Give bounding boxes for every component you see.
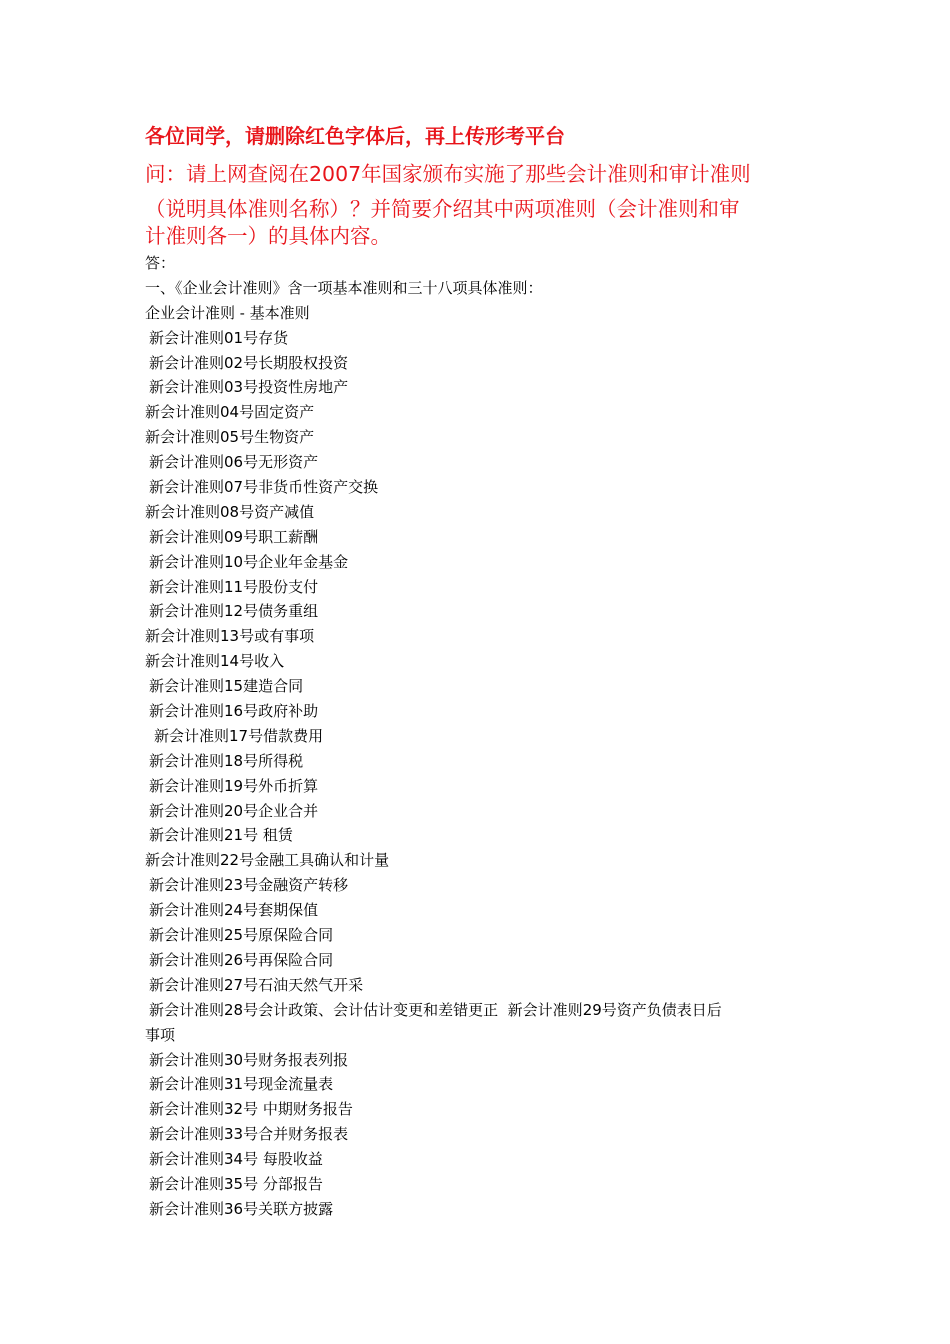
standard-name: 号金融资产转移 bbox=[243, 876, 349, 895]
standard-name: 号长期股权投资 bbox=[243, 353, 349, 372]
standard-name: 号石油天然气开采 bbox=[243, 975, 364, 994]
standard-number: 04 bbox=[220, 403, 240, 422]
standard-prefix: 新会计准则 bbox=[149, 577, 225, 596]
question-line-1: 问：请上网查阅在2007年国家颁布实施了那些会计准则和审计准则 bbox=[145, 162, 751, 186]
section-intro: 一、《企业会计准则》含一项基本准则和三十八项具体准则： bbox=[145, 278, 543, 297]
standard-name: 号金融工具确认和计量 bbox=[239, 851, 390, 870]
standard-21 bbox=[145, 823, 825, 848]
standard-name: 号原保险合同 bbox=[243, 926, 334, 945]
standard-number: 22 bbox=[220, 851, 240, 870]
standard-22 bbox=[145, 848, 825, 873]
standard-23 bbox=[145, 873, 825, 898]
standard-prefix: 新会计准则 bbox=[149, 602, 225, 621]
standard-name: 号股份支付 bbox=[243, 577, 319, 596]
standard-prefix: 新会计准则 bbox=[149, 901, 225, 920]
standard-number: 29 bbox=[582, 1000, 602, 1019]
standard-name: 号 分部报告 bbox=[243, 1174, 323, 1193]
standard-name: 号 中期财务报告 bbox=[243, 1100, 353, 1119]
standard-number: 13 bbox=[220, 627, 240, 646]
standard-name: 号无形资产 bbox=[243, 453, 319, 472]
standard-prefix: 新会计准则 bbox=[149, 1199, 225, 1218]
standard-name: 号职工薪酬 bbox=[243, 527, 319, 546]
standard-number: 30 bbox=[224, 1050, 244, 1069]
standard-prefix: 新会计准则 bbox=[149, 826, 225, 845]
standards-after-list bbox=[145, 1048, 825, 1222]
standard-prefix: 新会计准则 bbox=[507, 1000, 583, 1019]
standard-number: 03 bbox=[224, 378, 244, 397]
red-notice: 各位同学，请删除红色字体后，再上传形考平台 bbox=[145, 124, 565, 148]
standard-20 bbox=[145, 799, 825, 824]
standard-34 bbox=[145, 1147, 825, 1172]
standard-name: 号财务报表列报 bbox=[243, 1050, 349, 1069]
standard-13 bbox=[145, 624, 825, 649]
answer-block bbox=[145, 251, 825, 1222]
standard-prefix: 新会计准则 bbox=[149, 453, 225, 472]
standard-number: 20 bbox=[224, 801, 244, 820]
standard-10 bbox=[145, 550, 825, 575]
standard-04 bbox=[145, 400, 825, 425]
standard-14 bbox=[145, 649, 825, 674]
standard-prefix: 新会计准则 bbox=[145, 502, 221, 521]
standard-number: 14 bbox=[220, 652, 240, 671]
standard-05 bbox=[145, 425, 825, 450]
standard-25 bbox=[145, 923, 825, 948]
standard-03 bbox=[145, 375, 825, 400]
standard-number: 18 bbox=[224, 751, 244, 770]
standard-name: 号外币折算 bbox=[243, 776, 319, 795]
standard-30 bbox=[145, 1048, 825, 1073]
standard-prefix: 新会计准则 bbox=[149, 751, 225, 770]
standard-number: 16 bbox=[224, 702, 244, 721]
standard-name: 建造合同 bbox=[243, 677, 304, 696]
standard-prefix: 新会计准则 bbox=[145, 428, 221, 447]
standard-number: 25 bbox=[224, 926, 244, 945]
standard-prefix: 新会计准则 bbox=[149, 353, 225, 372]
standard-prefix: 新会计准则 bbox=[145, 403, 221, 422]
standard-name: 号 租赁 bbox=[243, 826, 293, 845]
standard-32 bbox=[145, 1097, 825, 1122]
standard-prefix: 新会计准则 bbox=[149, 876, 225, 895]
standard-number: 19 bbox=[224, 776, 244, 795]
standard-number: 32 bbox=[224, 1100, 244, 1119]
standard-name: 号借款费用 bbox=[248, 726, 324, 745]
standard-12 bbox=[145, 599, 825, 624]
standard-name: 号再保险合同 bbox=[243, 950, 334, 969]
standard-24 bbox=[145, 898, 825, 923]
standard-name: 号企业合并 bbox=[243, 801, 319, 820]
standard-prefix: 新会计准则 bbox=[149, 1100, 225, 1119]
standard-name: 号存货 bbox=[243, 328, 289, 347]
standard-name: 号所得税 bbox=[243, 751, 304, 770]
standard-name: 号债务重组 bbox=[243, 602, 319, 621]
standard-number: 17 bbox=[229, 726, 249, 745]
standard-prefix: 新会计准则 bbox=[149, 478, 225, 497]
standard-09 bbox=[145, 525, 825, 550]
standard-name: 号非货币性资产交换 bbox=[243, 478, 379, 497]
standard-19 bbox=[145, 774, 825, 799]
standard-28-29 bbox=[145, 998, 825, 1023]
standard-number: 21 bbox=[224, 826, 244, 845]
standard-prefix: 新会计准则 bbox=[149, 1075, 225, 1094]
standard-name: 号生物资产 bbox=[239, 428, 315, 447]
standard-name: 号关联方披露 bbox=[243, 1199, 334, 1218]
answer-label: 答： bbox=[145, 254, 176, 272]
standard-number: 35 bbox=[224, 1174, 244, 1193]
standard-08 bbox=[145, 500, 825, 525]
standard-name: 号现金流量表 bbox=[243, 1075, 334, 1094]
standard-number: 05 bbox=[220, 428, 240, 447]
standard-name: 号投资性房地产 bbox=[243, 378, 349, 397]
standard-name: 号套期保值 bbox=[243, 901, 319, 920]
standard-number: 12 bbox=[224, 602, 244, 621]
standard-prefix: 新会计准则 bbox=[149, 1125, 225, 1144]
standard-name: 号资产负债表日后 bbox=[601, 1000, 722, 1019]
standard-number: 34 bbox=[224, 1150, 244, 1169]
standard-prefix: 新会计准则 bbox=[149, 677, 225, 696]
standard-prefix: 新会计准则 bbox=[149, 1000, 225, 1019]
standard-prefix: 新会计准则 bbox=[149, 702, 225, 721]
standard-prefix: 新会计准则 bbox=[145, 851, 221, 870]
standard-number: 02 bbox=[224, 353, 244, 372]
standard-prefix: 新会计准则 bbox=[145, 652, 221, 671]
standard-prefix: 新会计准则 bbox=[149, 776, 225, 795]
standard-number: 07 bbox=[224, 478, 244, 497]
standard-prefix: 新会计准则 bbox=[149, 801, 225, 820]
standard-number: 33 bbox=[224, 1125, 244, 1144]
standard-number: 08 bbox=[220, 502, 240, 521]
standard-number: 06 bbox=[224, 453, 244, 472]
standard-36 bbox=[145, 1197, 825, 1222]
standard-29-continuation: 事项 bbox=[145, 1025, 176, 1044]
standard-number: 31 bbox=[224, 1075, 244, 1094]
standard-26 bbox=[145, 948, 825, 973]
standard-02 bbox=[145, 351, 825, 376]
standards-list bbox=[145, 326, 825, 998]
standard-prefix: 新会计准则 bbox=[149, 950, 225, 969]
standard-number: 15 bbox=[224, 677, 244, 696]
standard-number: 26 bbox=[224, 950, 244, 969]
standard-name: 号会计政策、会计估计变更和差错更正 bbox=[243, 1000, 499, 1019]
standard-prefix: 新会计准则 bbox=[154, 726, 230, 745]
standard-prefix: 新会计准则 bbox=[149, 552, 225, 571]
standard-prefix: 新会计准则 bbox=[149, 926, 225, 945]
standard-number: 01 bbox=[224, 328, 244, 347]
standard-number: 11 bbox=[224, 577, 244, 596]
standard-11 bbox=[145, 575, 825, 600]
standard-06 bbox=[145, 450, 825, 475]
standard-name: 号收入 bbox=[239, 652, 285, 671]
standard-number: 28 bbox=[224, 1000, 244, 1019]
standard-number: 27 bbox=[224, 975, 244, 994]
standard-name: 号固定资产 bbox=[239, 403, 315, 422]
combined-standard-line bbox=[145, 998, 825, 1048]
standard-prefix: 新会计准则 bbox=[145, 627, 221, 646]
standard-27 bbox=[145, 973, 825, 998]
standard-01 bbox=[145, 326, 825, 351]
standard-number: 24 bbox=[224, 901, 244, 920]
standard-number: 23 bbox=[224, 876, 244, 895]
question-line-3: 计准则各一）的具体内容。 bbox=[145, 224, 391, 248]
standard-16 bbox=[145, 699, 825, 724]
standard-name: 号资产减值 bbox=[239, 502, 315, 521]
standard-number: 36 bbox=[224, 1199, 244, 1218]
standard-number: 09 bbox=[224, 527, 244, 546]
standard-name: 号 每股收益 bbox=[243, 1150, 323, 1169]
standard-07 bbox=[145, 475, 825, 500]
basic-standard: 企业会计准则 - 基本准则 bbox=[145, 303, 310, 322]
standard-prefix: 新会计准则 bbox=[149, 1150, 225, 1169]
standard-18 bbox=[145, 749, 825, 774]
standard-prefix: 新会计准则 bbox=[149, 975, 225, 994]
standard-name: 号企业年金基金 bbox=[243, 552, 349, 571]
standard-name: 号合并财务报表 bbox=[243, 1125, 349, 1144]
standard-number: 10 bbox=[224, 552, 244, 571]
standard-name: 号政府补助 bbox=[243, 702, 319, 721]
standard-33 bbox=[145, 1122, 825, 1147]
standard-31 bbox=[145, 1072, 825, 1097]
standard-15 bbox=[145, 674, 825, 699]
standard-prefix: 新会计准则 bbox=[149, 1050, 225, 1069]
standard-name: 号或有事项 bbox=[239, 627, 315, 646]
standard-35 bbox=[145, 1172, 825, 1197]
question-block bbox=[145, 157, 805, 250]
standard-prefix: 新会计准则 bbox=[149, 527, 225, 546]
question-line-2: （说明具体准则名称）？并简要介绍其中两项准则（会计准则和审 bbox=[145, 197, 740, 221]
standard-prefix: 新会计准则 bbox=[149, 328, 225, 347]
standard-prefix: 新会计准则 bbox=[149, 1174, 225, 1193]
standard-17 bbox=[145, 724, 825, 749]
standard-prefix: 新会计准则 bbox=[149, 378, 225, 397]
